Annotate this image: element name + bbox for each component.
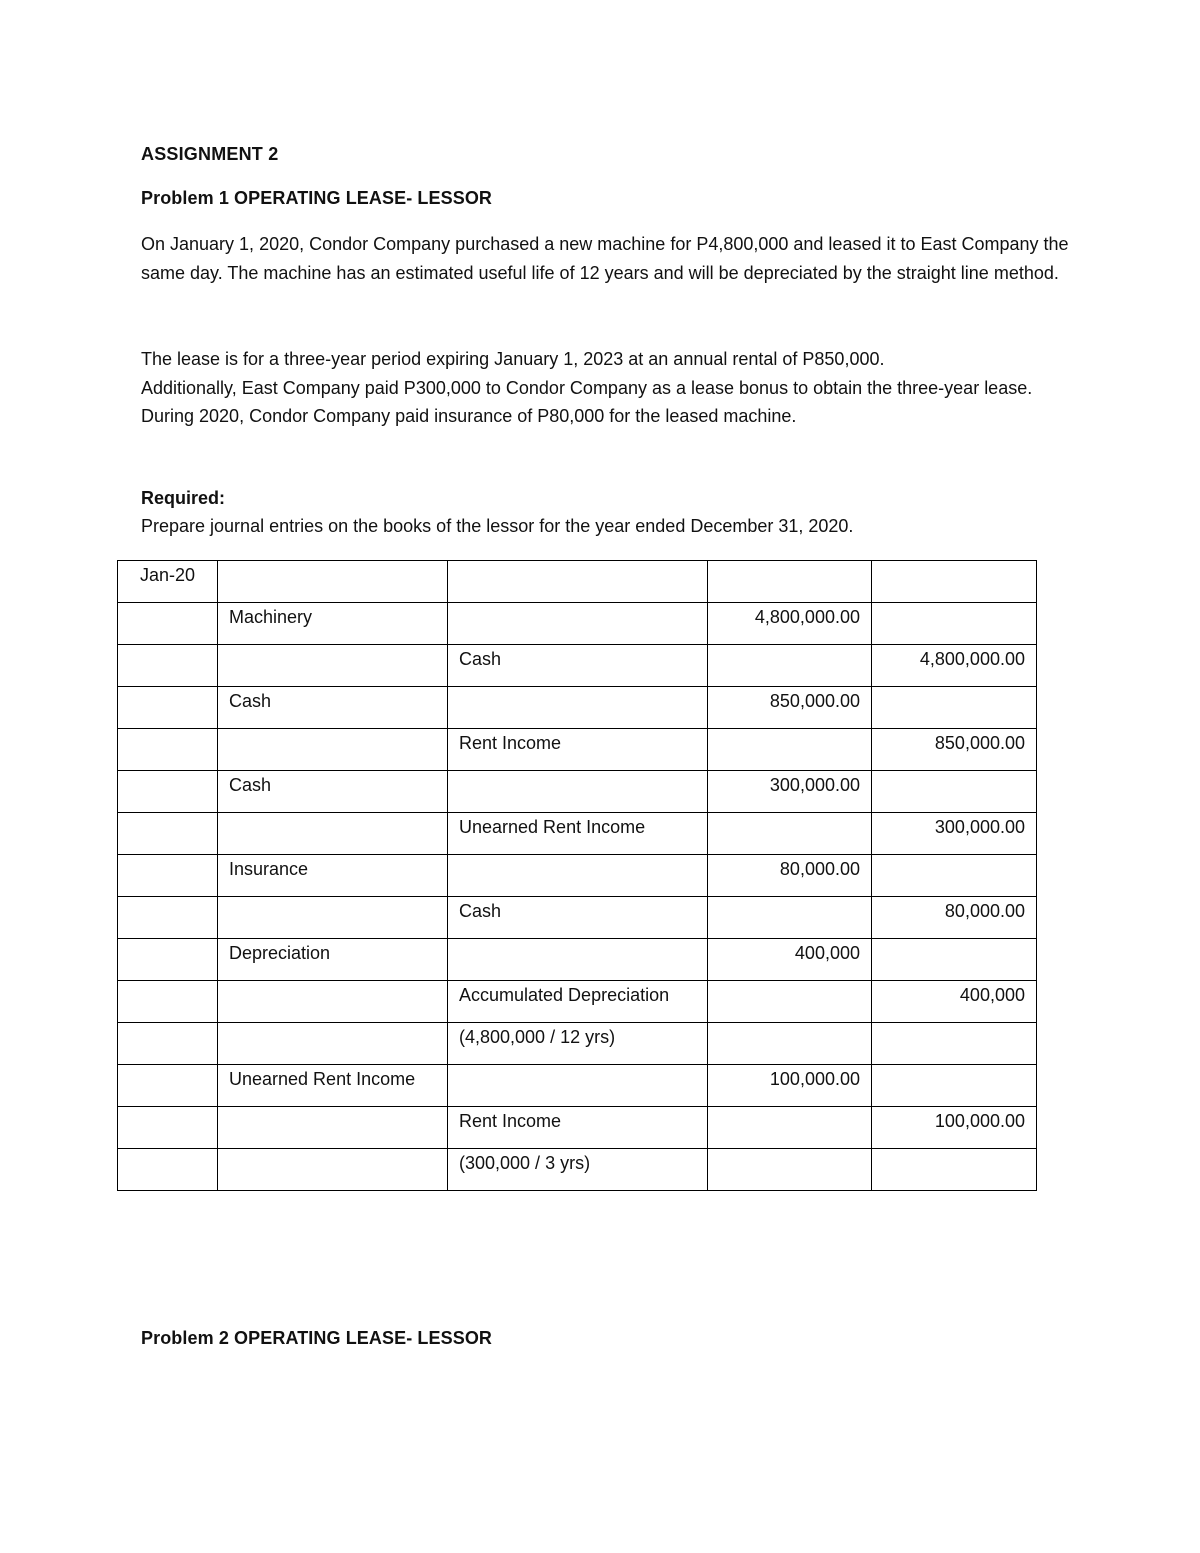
credit-amount-cell: 300,000.00 (872, 813, 1037, 855)
debit-amount-cell (708, 645, 872, 687)
date-cell (118, 687, 218, 729)
credit-account-cell (448, 939, 708, 981)
debit-account-cell (218, 897, 448, 939)
debit-amount-cell (708, 729, 872, 771)
debit-amount-cell (708, 981, 872, 1023)
credit-amount-cell (872, 1149, 1037, 1191)
journal-row (118, 897, 1037, 939)
journal-row (118, 1023, 1037, 1065)
problem-1-heading: Problem 1 OPERATING LEASE- LESSOR (141, 188, 493, 208)
date-cell (118, 1149, 218, 1191)
debit-account-cell: Depreciation (218, 939, 448, 981)
debit-account-cell (218, 561, 448, 603)
paragraph-line: During 2020, Condor Company paid insurance of P80,000 for the leased machine. (141, 406, 797, 426)
required-text: Prepare journal entries on the books of the lessor for the year ended December 31, 2020. (141, 516, 854, 536)
debit-amount-cell: 300,000.00 (708, 771, 872, 813)
debit-account-cell (218, 813, 448, 855)
credit-amount-cell (872, 855, 1037, 897)
credit-account-cell (448, 855, 708, 897)
journal-row (118, 561, 1037, 603)
date-cell (118, 855, 218, 897)
credit-account-cell (448, 561, 708, 603)
debit-account-cell (218, 1107, 448, 1149)
debit-amount-cell (708, 897, 872, 939)
debit-amount-cell (708, 561, 872, 603)
credit-amount-cell (872, 771, 1037, 813)
credit-amount-cell: 850,000.00 (872, 729, 1037, 771)
debit-account-cell: Cash (218, 687, 448, 729)
credit-account-cell: Rent Income (448, 1107, 708, 1149)
credit-amount-cell: 100,000.00 (872, 1107, 1037, 1149)
debit-account-cell (218, 645, 448, 687)
journal-row (118, 1107, 1037, 1149)
date-cell (118, 939, 218, 981)
credit-account-cell (448, 1065, 708, 1107)
date-cell (118, 1065, 218, 1107)
credit-account-cell: Accumulated Depreciation (448, 981, 708, 1023)
debit-account-cell (218, 981, 448, 1023)
debit-amount-cell: 100,000.00 (708, 1065, 872, 1107)
credit-account-cell: Cash (448, 897, 708, 939)
credit-amount-cell (872, 1065, 1037, 1107)
credit-account-cell: Rent Income (448, 729, 708, 771)
debit-amount-cell (708, 1023, 872, 1065)
debit-amount-cell (708, 813, 872, 855)
debit-account-cell: Insurance (218, 855, 448, 897)
credit-amount-cell (872, 561, 1037, 603)
credit-amount-cell (872, 1023, 1037, 1065)
date-cell (118, 771, 218, 813)
date-cell: Jan-20 (118, 561, 218, 603)
date-cell (118, 1107, 218, 1149)
paragraph-line: Additionally, East Company paid P300,000 to Condor Company as a lease bonus to obtain the three-year lease. (141, 377, 1033, 398)
debit-amount-cell: 850,000.00 (708, 687, 872, 729)
debit-account-cell: Cash (218, 771, 448, 813)
date-cell (118, 897, 218, 939)
debit-amount-cell (708, 1149, 872, 1191)
problem-2-heading: Problem 2 OPERATING LEASE- LESSOR (141, 1328, 493, 1348)
credit-amount-cell: 4,800,000.00 (872, 645, 1037, 687)
journal-row (118, 1149, 1037, 1191)
credit-amount-cell (872, 939, 1037, 981)
assignment-title: ASSIGNMENT 2 (141, 144, 279, 164)
debit-amount-cell: 80,000.00 (708, 855, 872, 897)
credit-account-cell: (300,000 / 3 yrs) (448, 1149, 708, 1191)
credit-account-cell (448, 771, 708, 813)
journal-row (118, 939, 1037, 981)
debit-account-cell (218, 729, 448, 771)
debit-account-cell (218, 1023, 448, 1065)
date-cell (118, 981, 218, 1023)
date-cell (118, 1023, 218, 1065)
credit-account-cell: (4,800,000 / 12 yrs) (448, 1023, 708, 1065)
credit-account-cell (448, 603, 708, 645)
debit-account-cell (218, 1149, 448, 1191)
paragraph-line: The lease is for a three-year period expiring January 1, 2023 at an annual rental of P850,000. (141, 349, 885, 369)
journal-row (118, 729, 1037, 771)
journal-row (118, 981, 1037, 1023)
date-cell (118, 729, 218, 771)
credit-account-cell (448, 687, 708, 729)
journal-body (118, 561, 1037, 1191)
debit-amount-cell: 400,000 (708, 939, 872, 981)
journal-row (118, 603, 1037, 645)
date-cell (118, 603, 218, 645)
journal-row (118, 687, 1037, 729)
paragraph-text: On January 1, 2020, Condor Company purchased a new machine for P4,800,000 and leased it to East Company the same day. The machine has an estimated useful life of 12 years and will be depreciated by the straight line method. (141, 234, 1069, 283)
credit-amount-cell: 400,000 (872, 981, 1037, 1023)
date-cell (118, 813, 218, 855)
journal-entries-table (117, 560, 1037, 1191)
journal-row (118, 771, 1037, 813)
problem-1-paragraph-2 (141, 345, 1081, 431)
credit-amount-cell (872, 603, 1037, 645)
date-cell (118, 645, 218, 687)
journal-row (118, 855, 1037, 897)
journal-row (118, 1065, 1037, 1107)
journal-row (118, 645, 1037, 687)
debit-account-cell: Unearned Rent Income (218, 1065, 448, 1107)
credit-amount-cell: 80,000.00 (872, 897, 1037, 939)
debit-account-cell: Machinery (218, 603, 448, 645)
required-label: Required: (141, 488, 226, 508)
credit-amount-cell (872, 687, 1037, 729)
journal-row (118, 813, 1037, 855)
problem-1-paragraph-1 (141, 230, 1081, 287)
credit-account-cell: Unearned Rent Income (448, 813, 708, 855)
credit-account-cell: Cash (448, 645, 708, 687)
debit-amount-cell (708, 1107, 872, 1149)
debit-amount-cell: 4,800,000.00 (708, 603, 872, 645)
